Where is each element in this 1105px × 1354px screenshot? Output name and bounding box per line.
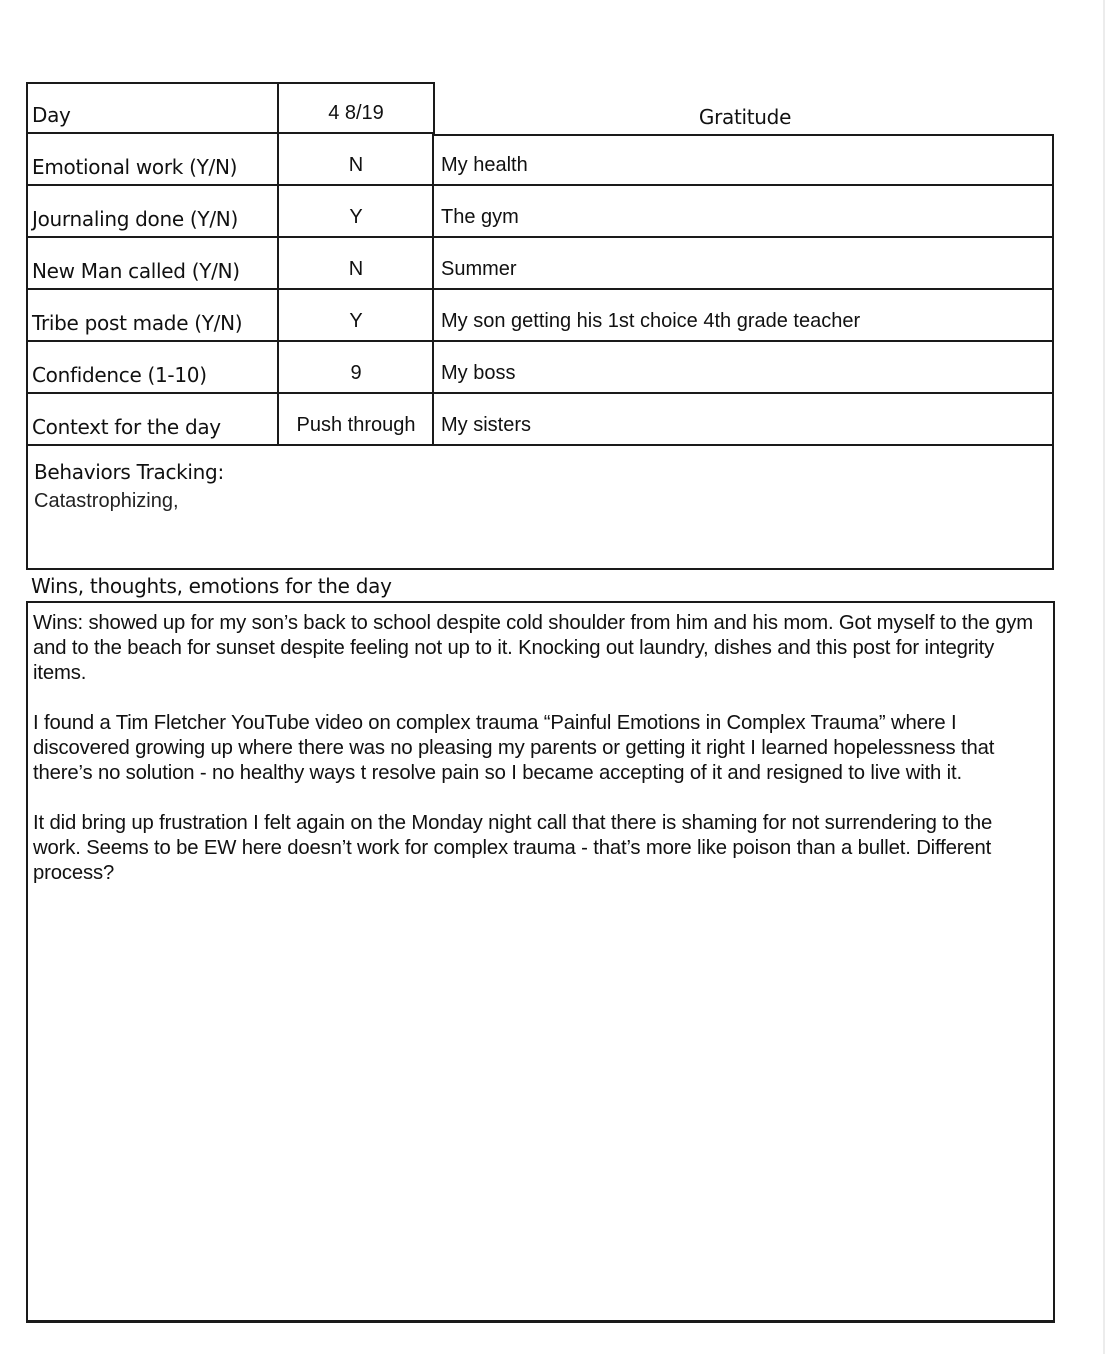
row-value[interactable]: N xyxy=(277,238,433,290)
row-value[interactable]: Y xyxy=(277,290,433,342)
day-label: Day xyxy=(26,82,278,134)
row-value[interactable]: N xyxy=(277,134,433,186)
row-value[interactable]: Push through xyxy=(277,394,433,446)
row-label: Journaling done (Y/N) xyxy=(26,186,278,238)
wins-paragraph: Wins: showed up for my son’s back to school despite cold shoulder from him and his mom. Got myself to the gym and to the beach for sunset despite feeling not up to it. Knocking out laundry, dishes and this post for integrity items. xyxy=(33,612,1034,684)
behaviors-tracking-box[interactable] xyxy=(26,444,1054,570)
row-label: Emotional work (Y/N) xyxy=(26,134,278,186)
tracker-row xyxy=(26,238,1054,290)
row-value[interactable]: Y xyxy=(277,186,433,238)
wins-paragraph: I found a Tim Fletcher YouTube video on complex trauma “Painful Emotions in Complex Trauma” where I discovered growing up where there was no pleasing my parents or getting it right I learned hopelessness that there’s no solution - no healthy ways t resolve pain so I became accepting of it and resigned to live with it. xyxy=(33,712,995,784)
row-label: Tribe post made (Y/N) xyxy=(26,290,278,342)
gratitude-item[interactable]: My boss xyxy=(432,342,1054,394)
day-row xyxy=(26,82,1054,134)
behaviors-value[interactable]: Catastrophizing, xyxy=(34,490,179,512)
gratitude-item[interactable]: My son getting his 1st choice 4th grade teacher xyxy=(432,290,1054,342)
wins-paragraph: It did bring up frustration I felt again on the Monday night call that there is shaming for not surrendering to the work. Seems to be EW here doesn’t work for complex trauma - that’s more like poison than a bullet. Different process? xyxy=(33,812,993,884)
tracker-row xyxy=(26,342,1054,394)
wins-text-box[interactable] xyxy=(26,601,1055,1323)
behaviors-title: Behaviors Tracking: xyxy=(34,460,224,484)
gratitude-item[interactable]: My health xyxy=(432,134,1054,186)
gratitude-item[interactable]: My sisters xyxy=(432,394,1054,446)
tracker-row xyxy=(26,186,1054,238)
gratitude-item[interactable]: Summer xyxy=(432,238,1054,290)
tracker-row xyxy=(26,394,1054,446)
row-label: New Man called (Y/N) xyxy=(26,238,278,290)
tracker-row xyxy=(26,134,1054,186)
gratitude-item[interactable]: The gym xyxy=(432,186,1054,238)
day-value[interactable]: 4 8/19 xyxy=(277,82,435,134)
tracker-row xyxy=(26,290,1054,342)
gratitude-heading: Gratitude xyxy=(698,105,792,129)
wins-section-title: Wins, thoughts, emotions for the day xyxy=(31,574,392,598)
row-label: Confidence (1-10) xyxy=(26,342,278,394)
row-value[interactable]: 9 xyxy=(277,342,433,394)
row-label: Context for the day xyxy=(26,394,278,446)
